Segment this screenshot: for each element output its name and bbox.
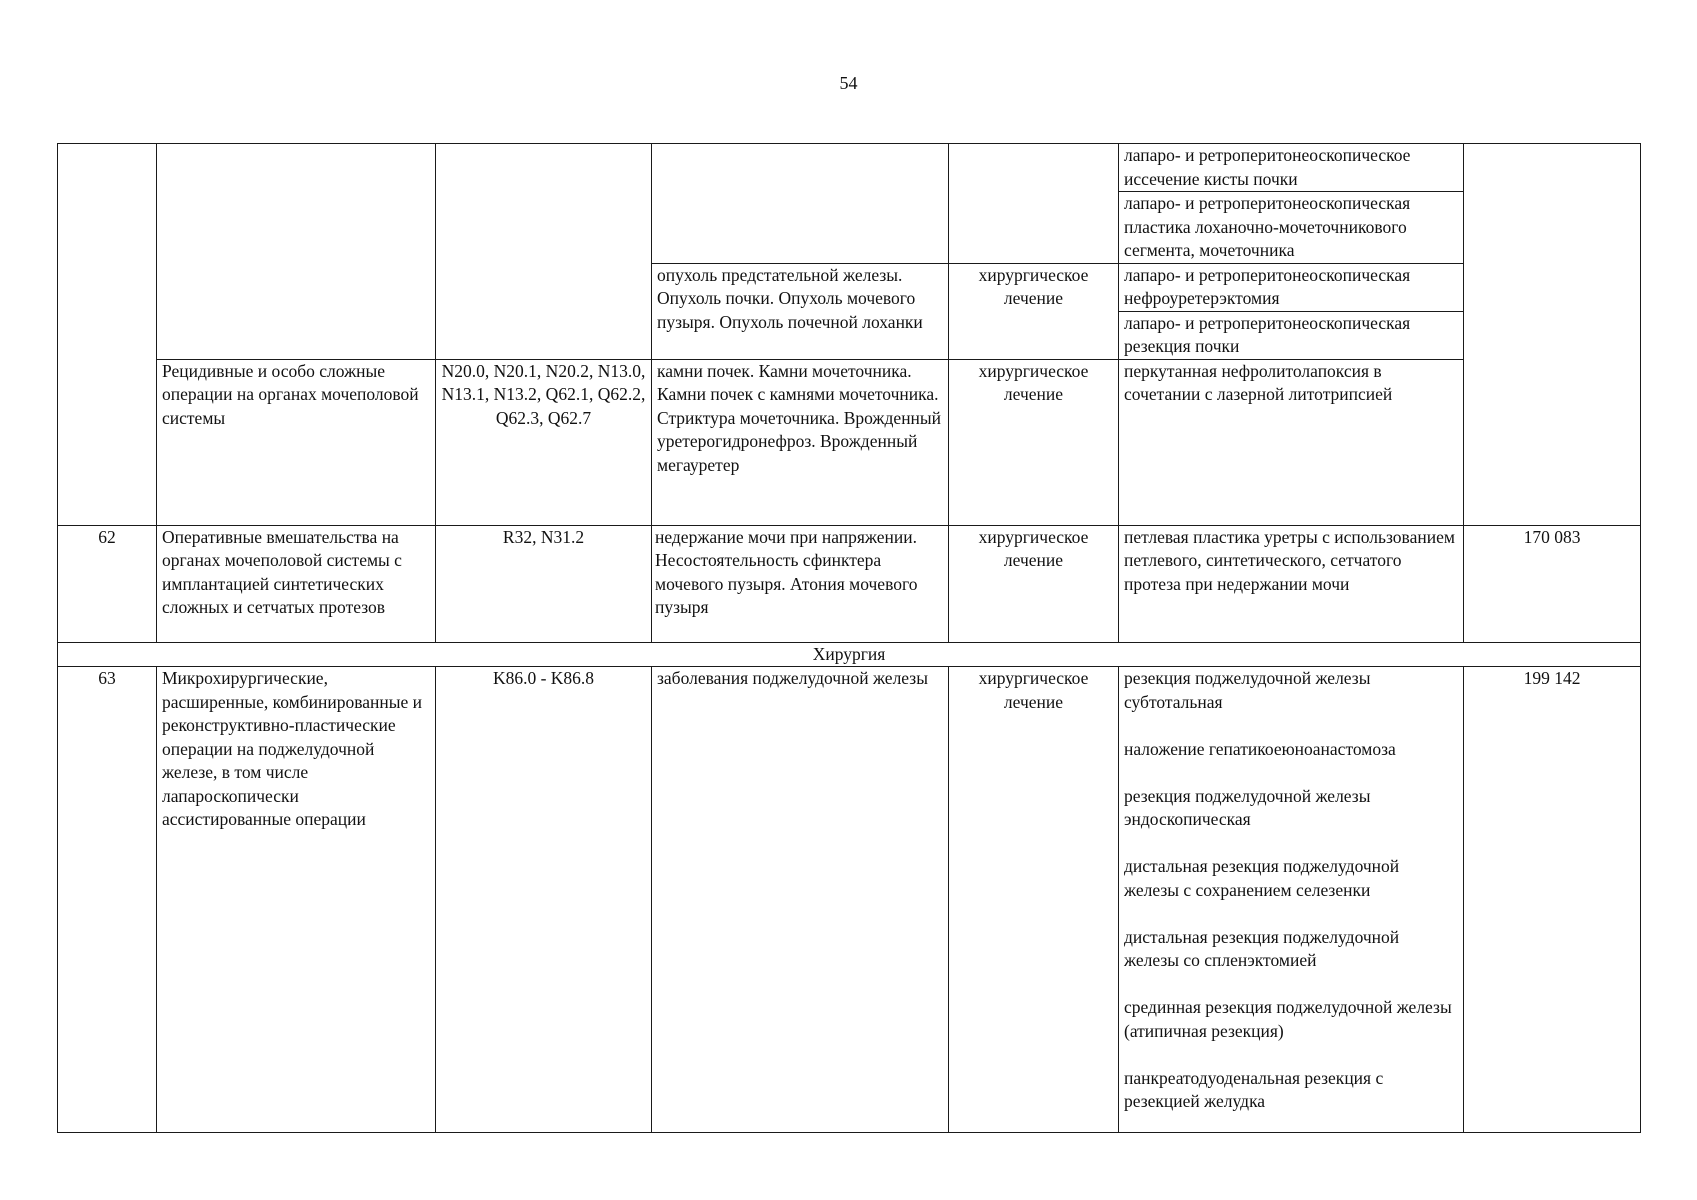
number-cell: 63	[58, 667, 157, 1133]
name-cell	[157, 144, 436, 360]
name-cell: Оперативные вмешательства на органах мочеполовой системы с имплантацией синтетических сложных и сетчатых протезов	[157, 525, 436, 642]
method-cell: лапаро- и ретроперитонеоскопическая нефроуретерэктомия	[1119, 263, 1464, 311]
treatment-cell: хирургическое лечение	[949, 263, 1119, 359]
method-item: дистальная резекция поджелудочной железы со спленэктомией	[1124, 926, 1400, 970]
section-row	[58, 642, 1641, 667]
table-row	[58, 359, 1641, 525]
method-cell: лапаро- и ретроперитонеоскопическая резекция почки	[1119, 311, 1464, 359]
cost-cell: 170 083	[1464, 525, 1641, 642]
method-cell: петлевая пластика уретры с использованием петлевого, синтетического, сетчатого протеза при недержании мочи	[1119, 525, 1464, 642]
diagnosis-cell: камни почек. Камни мочеточника. Камни почек с камнями мочеточника. Стриктура мочеточника. Врожденный уретерогидронефроз. Врожденный мегауретер	[652, 359, 949, 525]
table-row	[58, 144, 1641, 192]
page-number: 54	[839, 73, 858, 93]
name-cell: Рецидивные и особо сложные операции на органах мочеполовой системы	[157, 359, 436, 525]
number-cell: 62	[58, 525, 157, 642]
diagnosis-cell: опухоль предстательной железы. Опухоль почки. Опухоль мочевого пузыря. Опухоль почечной лоханки	[652, 263, 949, 359]
treatment-cell	[949, 144, 1119, 264]
method-item: дистальная резекция поджелудочной железы с сохранением селезенки	[1124, 856, 1400, 900]
section-title: Хирургия	[58, 642, 1641, 667]
number-cell	[58, 144, 157, 526]
table-row	[58, 667, 1641, 1133]
diagnosis-cell: заболевания поджелудочной железы	[652, 667, 949, 1133]
method-item: срединная резекция поджелудочной железы (атипичная резекция)	[1124, 997, 1452, 1041]
medical-care-table	[57, 143, 1641, 1133]
diagnosis-cell: недержание мочи при напряжении. Несостоятельность сфинктера мочевого пузыря. Атония мочевого пузыря	[652, 525, 949, 642]
method-item: резекция поджелудочной железы субтотальная	[1124, 668, 1371, 712]
methods-cell	[1119, 667, 1464, 1133]
diagnosis-cell	[652, 144, 949, 264]
treatment-cell: хирургическое лечение	[949, 525, 1119, 642]
method-item: наложение гепатикоеюноанастомоза	[1124, 738, 1396, 759]
cost-cell: 199 142	[1464, 667, 1641, 1133]
table-row	[58, 525, 1641, 642]
method-item: панкреатодуоденальная резекция с резекцией желудка	[1124, 1067, 1384, 1111]
treatment-cell: хирургическое лечение	[949, 359, 1119, 525]
codes-cell: N20.0, N20.1, N20.2, N13.0, N13.1, N13.2, Q62.1, Q62.2, Q62.3, Q62.7	[436, 359, 652, 525]
codes-cell: R32, N31.2	[436, 525, 652, 642]
method-cell: лапаро- и ретроперитонеоскопическая пластика лоханочно-мочеточникового сегмента, мочеточника	[1119, 192, 1464, 264]
method-item: резекция поджелудочной железы эндоскопическая	[1124, 785, 1371, 829]
treatment-cell: хирургическое лечение	[949, 667, 1119, 1133]
codes-cell: K86.0 - K86.8	[436, 667, 652, 1133]
cost-cell	[1464, 144, 1641, 526]
codes-cell	[436, 144, 652, 360]
method-cell: лапаро- и ретроперитонеоскопическое иссечение кисты почки	[1119, 144, 1464, 192]
name-cell: Микрохирургические, расширенные, комбинированные и реконструктивно-пластические операции на поджелудочной железе, в том числе лапароскопически ассистированные операции	[157, 667, 436, 1133]
method-cell: перкутанная нефролитолапоксия в сочетании с лазерной литотрипсией	[1119, 359, 1464, 525]
